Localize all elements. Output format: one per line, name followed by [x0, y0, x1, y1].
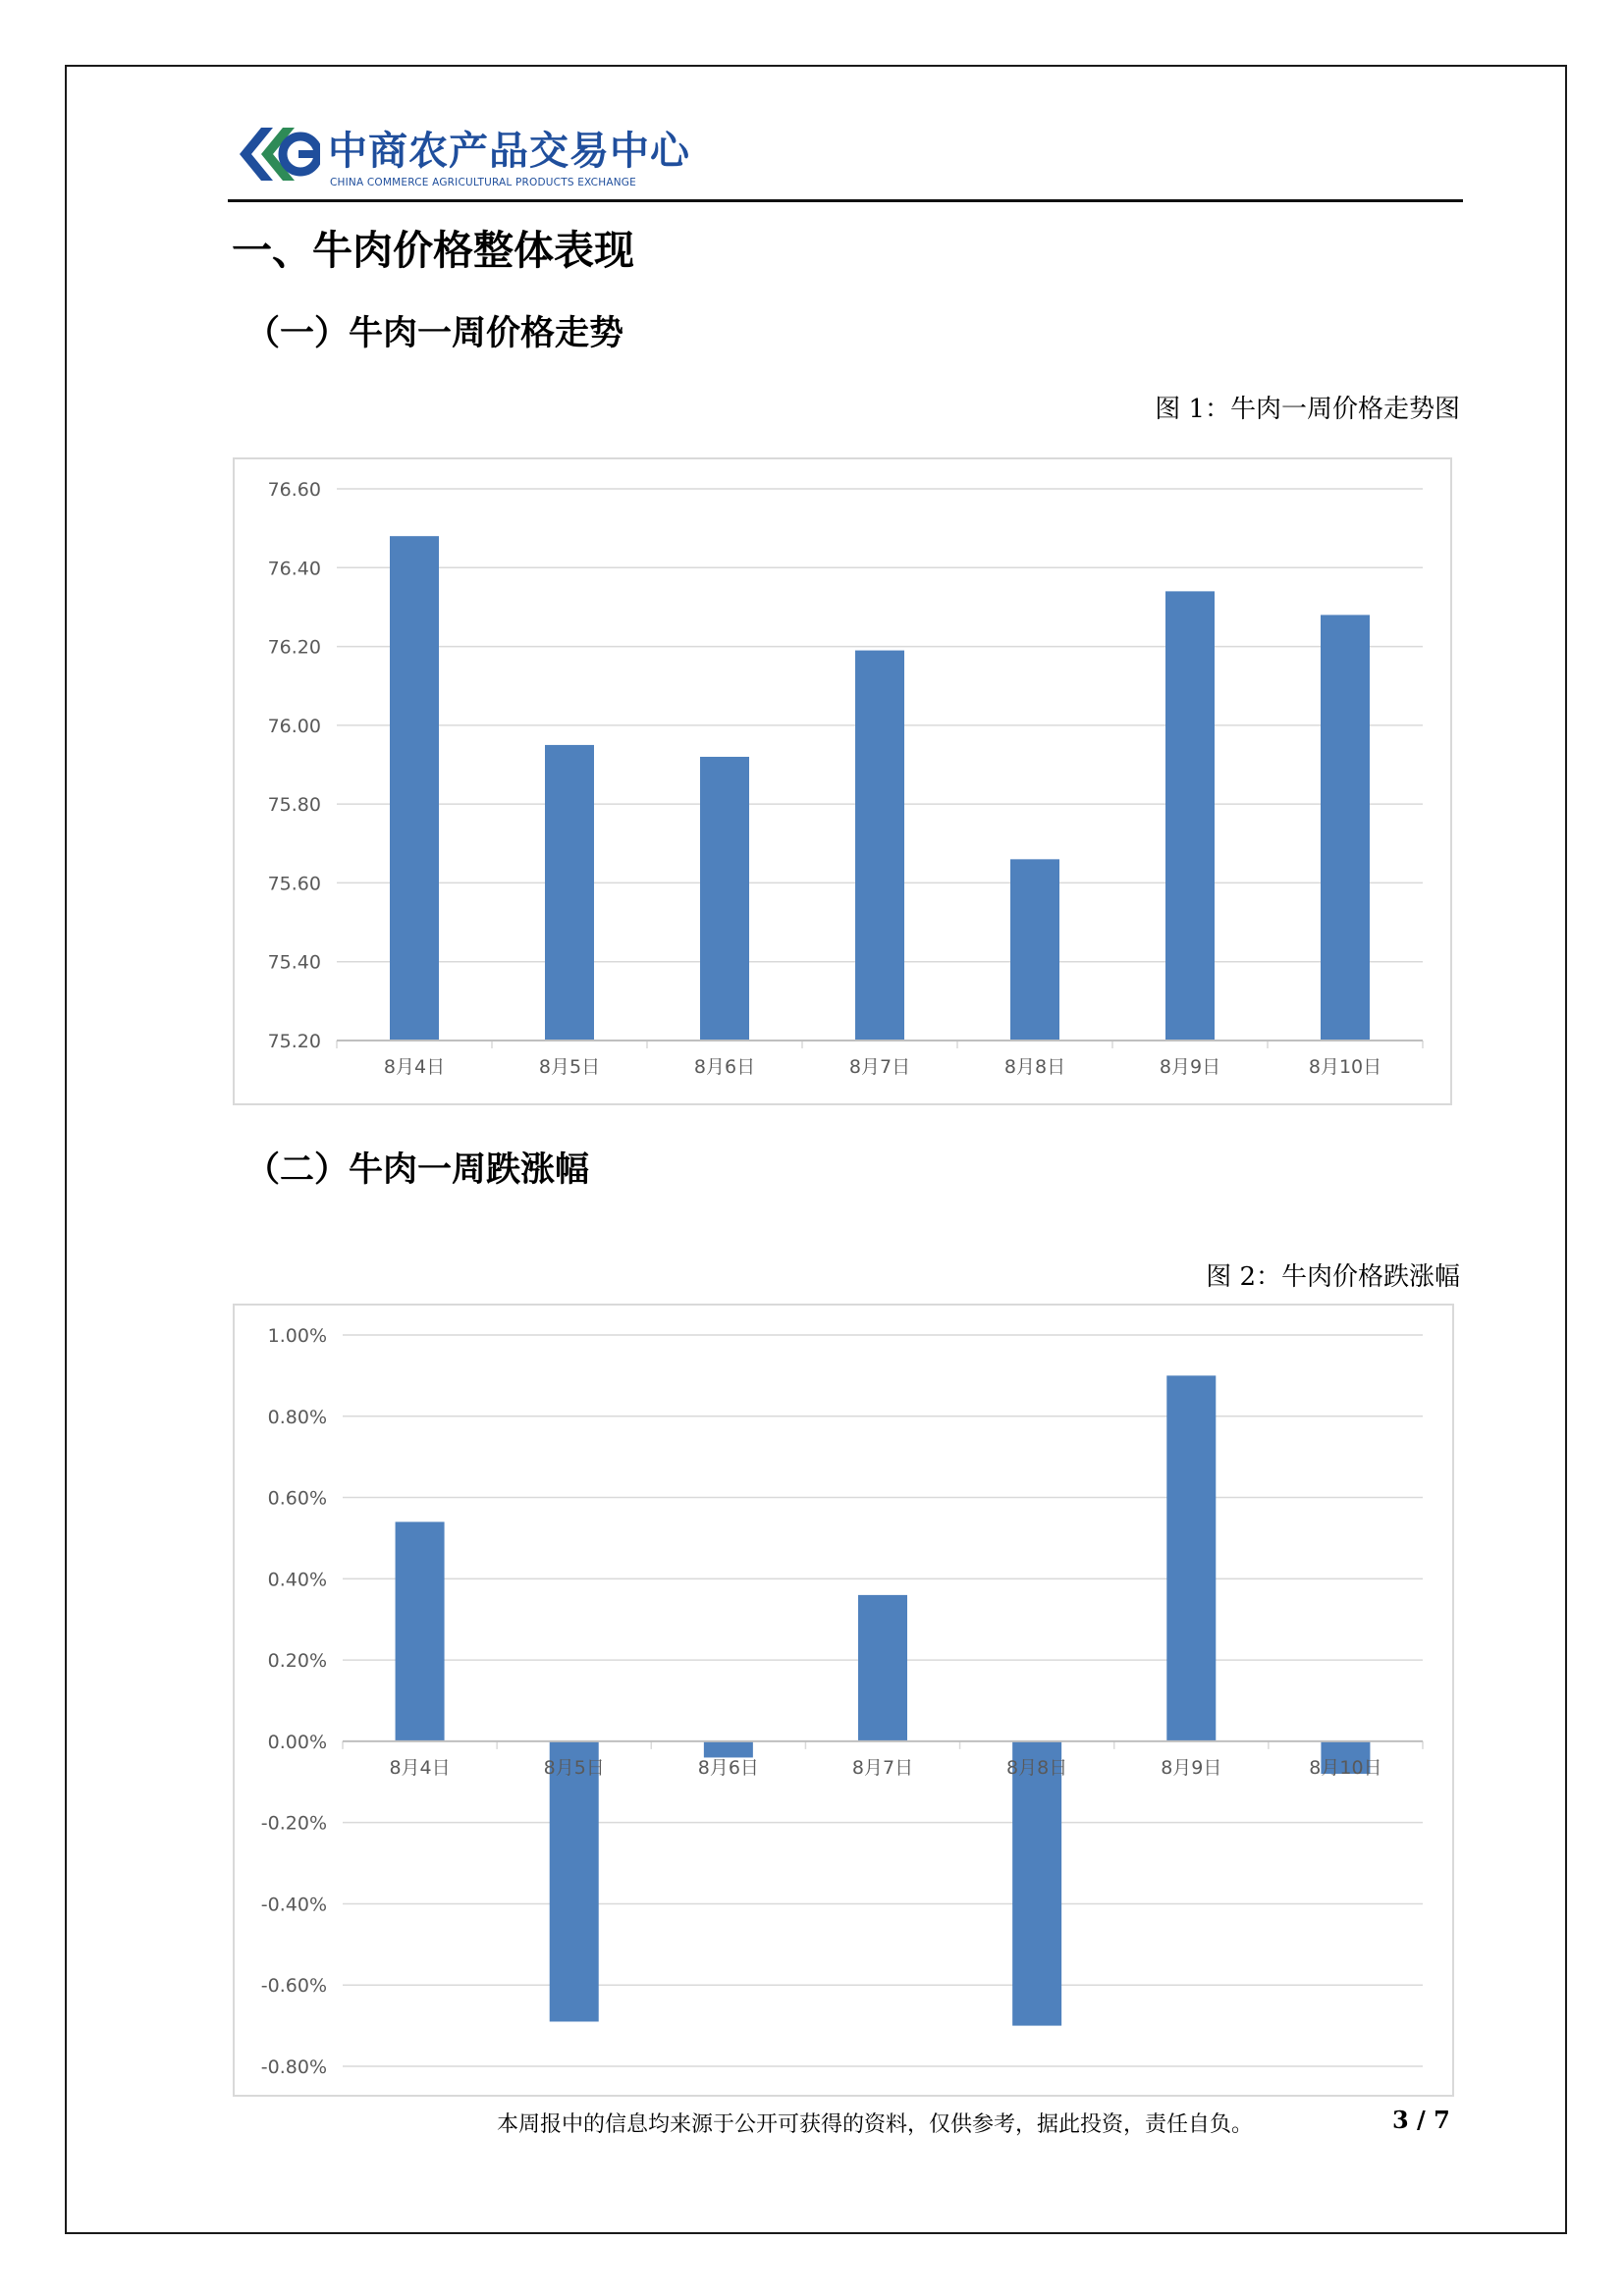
company-logo: [234, 116, 690, 196]
y-tick-label: 75.20: [267, 1031, 321, 1052]
x-category-label: 8月8日: [1003, 1056, 1066, 1078]
bar: [1166, 1375, 1216, 1741]
bar: [855, 651, 904, 1041]
bar: [1321, 614, 1370, 1041]
y-tick-label: -0.40%: [260, 1894, 327, 1916]
logo-english-name: CHINA COMMERCE AGRICULTURAL PRODUCTS EXCHANGE: [330, 177, 636, 188]
x-category-label: 8月10日: [1309, 1756, 1382, 1779]
y-tick-label: 0.40%: [267, 1569, 327, 1591]
y-tick-label: 75.40: [267, 951, 321, 974]
y-tick-label: 75.80: [267, 794, 321, 817]
x-category-label: 8月9日: [1159, 1056, 1221, 1078]
bar: [700, 757, 749, 1041]
section-title: 一、牛肉价格整体表现: [232, 227, 634, 274]
bar: [396, 1522, 445, 1741]
y-tick-label: -0.60%: [260, 1975, 327, 1998]
figure-caption-2: 图 2：牛肉价格跌涨幅: [1206, 1262, 1460, 1292]
x-category-label: 8月5日: [543, 1756, 605, 1779]
x-category-label: 8月8日: [1006, 1756, 1068, 1779]
bar: [390, 536, 439, 1041]
bar: [1010, 859, 1059, 1041]
y-tick-label: 1.00%: [267, 1325, 327, 1347]
logo-chinese-name: 中商农产品交易中心: [328, 129, 690, 174]
bar: [858, 1595, 907, 1741]
bar: [704, 1741, 753, 1758]
page-number: 3 / 7: [1392, 2106, 1450, 2134]
footer-disclaimer: 本周报中的信息均来源于公开可获得的资料，仅供参考，据此投资，责任自负。: [497, 2112, 1254, 2137]
bar: [545, 745, 594, 1041]
x-category-label: 8月5日: [538, 1056, 601, 1078]
y-tick-label: -0.20%: [260, 1812, 327, 1835]
subsection-title-price-trend: （一）牛肉一周价格走势: [245, 314, 624, 353]
beef-price-chart: [233, 457, 1452, 1105]
y-tick-label: 76.60: [267, 479, 321, 501]
x-category-label: 8月6日: [693, 1056, 756, 1078]
y-tick-label: 0.80%: [267, 1406, 327, 1428]
beef-price-chart-svg: [235, 459, 1454, 1107]
x-category-label: 8月6日: [697, 1756, 759, 1779]
y-tick-label: 76.20: [267, 636, 321, 659]
bar: [550, 1741, 599, 2022]
y-tick-label: 0.20%: [267, 1650, 327, 1673]
header-rule: [228, 199, 1463, 202]
bar: [1165, 591, 1215, 1041]
x-category-label: 8月7日: [848, 1056, 911, 1078]
beef-change-chart-svg: [235, 1306, 1456, 2099]
y-tick-label: -0.80%: [260, 2056, 327, 2078]
y-tick-label: 75.60: [267, 873, 321, 895]
y-tick-label: 0.60%: [267, 1487, 327, 1510]
figure-caption-1: 图 1：牛肉一周价格走势图: [1155, 395, 1460, 424]
subsection-title-price-change: （二）牛肉一周跌涨幅: [245, 1150, 590, 1190]
y-tick-label: 76.00: [267, 715, 321, 737]
x-category-label: 8月4日: [389, 1756, 451, 1779]
x-category-label: 8月10日: [1308, 1056, 1382, 1078]
x-category-label: 8月7日: [851, 1756, 914, 1779]
x-category-label: 8月4日: [383, 1056, 446, 1078]
beef-change-chart: [233, 1304, 1454, 2097]
x-category-label: 8月9日: [1161, 1756, 1222, 1779]
logo-mark-icon: [234, 120, 320, 188]
y-tick-label: 0.00%: [267, 1731, 327, 1753]
bar: [1012, 1741, 1061, 2026]
y-tick-label: 76.40: [267, 558, 321, 580]
